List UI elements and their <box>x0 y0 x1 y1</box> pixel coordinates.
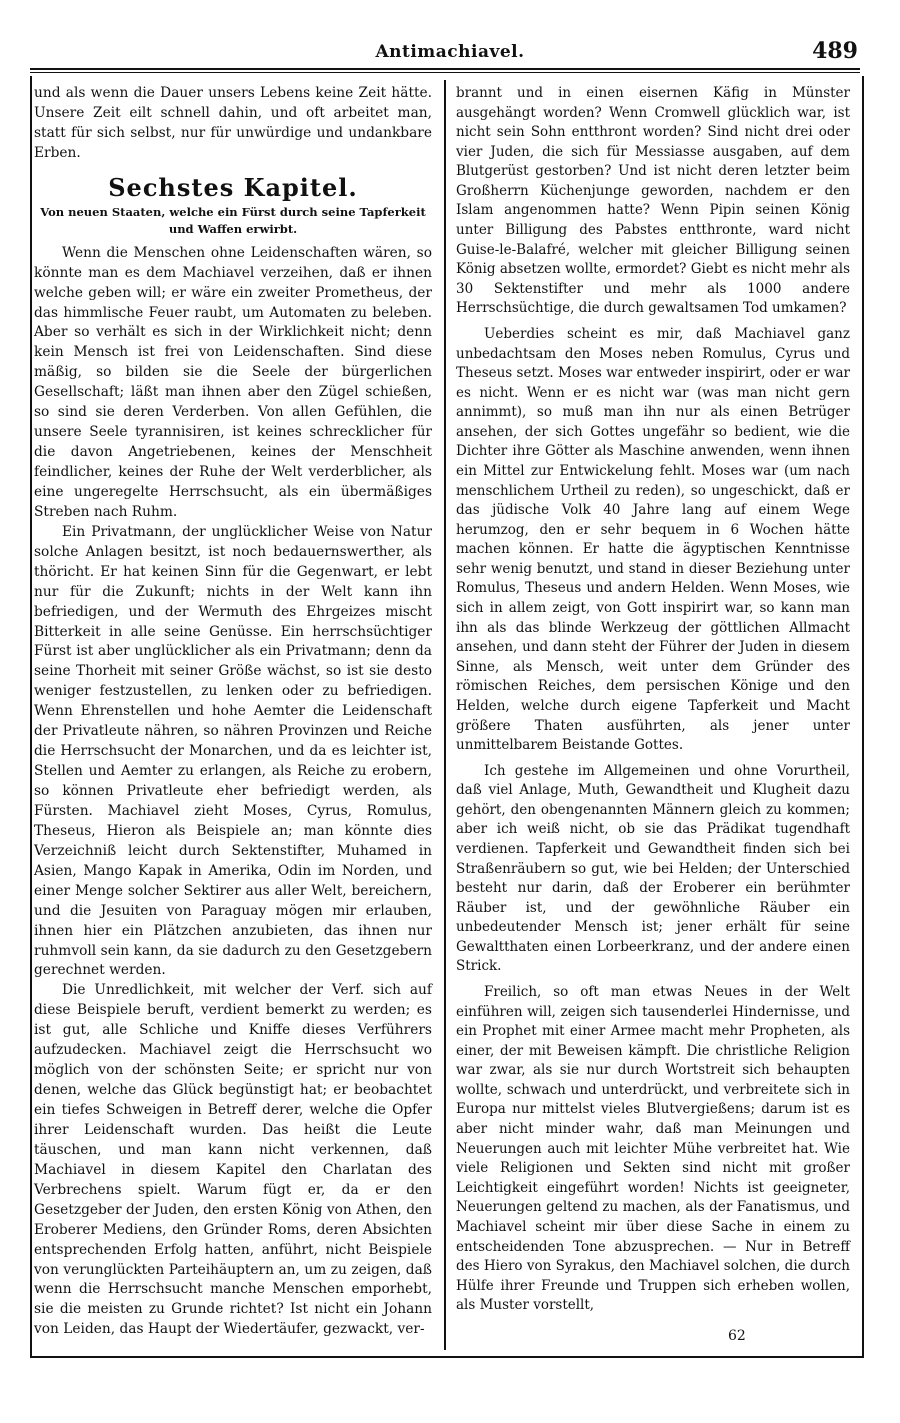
chapter-subtitle: Von neuen Staaten, welche ein Fürst durch seine Tapferkeit und Waffen erwirbt. <box>40 204 426 236</box>
body-paragraph: Ich gestehe im Allgemeinen und ohne Vorurtheil, daß viel Anlage, Muth, Gewandtheit und Klugheit dazu gehört, den obengenannten Männern gleich zu kommen; aber ich weiß nicht, ob sie das Prädikat tugendhaft verdienen. Tapferkeit und Gewandtheit finden sich bei Straßenräubern so gut, wie bei Helden; der Unterschied besteht nur darin, daß der Eroberer ein berühmter Räuber ist, und der gewöhnliche Räuber ein unbedeutender Mensch ist; jener erhält für seine Gewaltthaten einen Lorbeerkranz, und der andere einen Strick. <box>456 762 850 975</box>
left-column <box>34 84 432 1340</box>
body-paragraph: Freilich, so oft man etwas Neues in der Welt einführen will, zeigen sich tausenderlei Hindernisse, und ein Prophet mit einer Armee macht mehr Propheten, als einer, der mit Beweisen kämpft. Die christliche Religion war zwar, als sie nur durch Wortstreit sich behaupten wollte, schwach und unterdrückt, und verbreitete sich in Europa nur mittelst vieles Blutvergießens; darum ist es aber nicht minder wahr, daß man Meinungen und Neuerungen auch mit leichter Mühe verbreitet hat. Wie viele Religionen und Sekten sind nicht mit großer Leichtigkeit eingeführt worden! Nichts ist geeigneter, Neuerungen geltend zu machen, als der Fanatismus, und Machiavel scheint mir über diese Sache in einem zu entscheidenden Tone abzusprechen. — Nur in Betreff des Hiero von Syrakus, den Machiavel solchen, die durch Hülfe ihrer Freunde und Truppen sich erheben wollen, als Muster vorstellt, <box>456 984 850 1314</box>
chapter-title: Sechstes Kapitel. <box>108 172 358 202</box>
running-head: Antimachiavel. <box>375 42 525 62</box>
header-rule-thin <box>30 72 860 73</box>
body-paragraph: Die Unredlichkeit, mit welcher der Verf. sich auf diese Beispiele beruft, verdient bemerkt zu werden; es ist gut, alle Schliche und Kniffe dieses Verführers aufzudecken. Machiavel zeigt die Herrschsucht wo möglich von der schönsten Seite; er spricht nur von denen, welche das Glück begünstigt hat; er beobachtet ein tiefes Schweigen in Betreff derer, welche die Opfer ihrer Leidenschaft wurden. Das heißt die Leute täuschen, und man kann nicht verkennen, daß Machiavel in diesem Kapitel den Charlatan des Verbrechens spielt. Warum fügt er, da er den Gesetzgeber der Juden, den ersten König von Athen, den Eroberer Mediens, den Gründer Roms, deren Absichten entsprechenden Erfolg hatten, anführt, nicht Beispiele von verunglückten Parteihäuptern an, um zu zeigen, daß wenn die Herrschsucht manche Menschen emporhebt, sie die meisten zu Grunde richtet? Ist nicht ein Johann von Leiden, das Haupt der Wiedertäufer, gezwackt, ver- <box>34 982 432 1338</box>
body-paragraph: Wenn die Menschen ohne Leidenschaften wären, so könnte man es dem Machiavel verzeihen, daß er ihnen welche geben will; er wäre ein zweiter Prometheus, der das himmlische Feuer raubt, um Automaten zu beleben. Aber so verhält es sich in der Wirklichkeit nicht; denn kein Mensch ist frei von Leidenschaften. Sind diese mäßig, so bilden sie die Seele der bürgerlichen Gesellschaft; läßt man ihnen aber den Zügel schießen, so sind sie deren Verderben. Von allen Gefühlen, die unsere Seele tyrannisiren, ist keines schrecklicher für die davon Angetriebenen, keines der Menschheit feindlicher, keines der Ruhe der Welt verderblicher, als eine ungeregelte Herrschsucht, als ein übermäßiges Streben nach Ruhm. <box>34 244 432 520</box>
body-paragraph: Ueberdies scheint es mir, daß Machiavel ganz unbedachtsam den Moses neben Romulus, Cyrus und Theseus setzt. Moses war entweder inspirirt, oder er war es nicht. Wenn er es nicht war (was man nicht gern annimmt), so muß man ihn nur als einen Betrüger ansehen, der sich Gottes ungefähr so bedient, wie die Dichter ihre Götter als Maschine anwenden, wenn ihnen ein Mittel zur Entwickelung fehlt. Moses war (um nach menschlichem Urtheil zu reden), so ungeschickt, daß er das jüdische Volk 40 Jahre lang auf einem Wege herumzog, den er sehr bequem in 6 Wochen hätte machen können. Er hatte die ägyptischen Kenntnisse sehr wenig benutzt, und stand in dieser Beziehung unter Romulus, Theseus und andern Helden. Wenn Moses, wie sich in allem zeigt, von Gott inspirirt war, so kann man ihn als das blinde Werkzeug der göttlichen Allmacht ansehen, und dann steht der Führer der Juden in diesem Sinne, als Mensch, weit unter dem Gründer des römischen Reiches, dem persischen Könige und den Helden, welche durch eigene Tapferkeit und Macht größere Thaten ausführten, als jener unter unmittelbarem Beistande Gottes. <box>456 325 850 754</box>
right-column <box>456 84 850 1316</box>
sheet-signature: 62 <box>728 1328 746 1344</box>
column-divider <box>444 80 446 1350</box>
header-rule <box>30 68 860 70</box>
page-number: 489 <box>812 38 858 64</box>
opening-paragraph: und als wenn die Dauer unsers Lebens keine Zeit hätte. Unsere Zeit eilt schnell dahin, und oft arbeitet man, statt für sich selbst, nur für unwürdige und undankbare Erben. <box>34 85 432 161</box>
body-paragraph: brannt und in einen eisernen Käfig in Münster ausgehängt worden? Wenn Cromwell glücklich war, ist nicht sein Sohn entthront worden? Sind nicht drei oder vier Juden, die sich für Messiasse ausgaben, auf dem Blutgerüst gestorben? Und ist nicht deren letzter beim Großherrn Küchenjunge geworden, nachdem er den Islam angenommen hatte? Wenn Pipin seinen König unter Billigung des Pabstes entthronte, ward nicht Guise-le-Balafré, welcher mit gleicher Billigung seinen König absetzen wollte, ermordet? Giebt es nicht mehr als 30 Sektenstifter und mehr als 1000 andere Herrschsüchtige, die durch gewaltsamen Tod umkamen? <box>456 85 850 317</box>
body-paragraph: Ein Privatmann, der unglücklicher Weise von Natur solche Anlagen besitzt, ist noch bedauernswerther, als thöricht. Er hat keinen Sinn für die Gegenwart, er lebt nur für die Zukunft; nichts in der Welt kann ihn befriedigen, und der Wermuth des Ehrgeizes mischt Bitterkeit in alle seine Genüsse. Ein herrschsüchtiger Fürst ist aber unglücklicher als ein Privatmann; denn da seine Thorheit mit seiner Größe wächst, so ist sie desto weniger festzustellen, zu lenken oder zu befriedigen. Wenn Ehrenstellen und hohe Aemter die Leidenschaft der Privatleute nähren, so nähren Provinzen und Reiche die Herrschsucht der Monarchen, und da es leichter ist, Stellen und Aemter zu erlangen, als Reiche zu erobern, so können Privatleute eher befriedigt werden, als Fürsten. Machiavel zieht Moses, Cyrus, Romulus, Theseus, Hieron als Beispiele an; man könnte dies Verzeichniß leicht durch Sektenstifter, Muhamed in Asien, Mango Kapak in Amerika, Odin im Norden, und einer Menge solcher Sektirer aus aller Welt, bereichern, und die Jesuiten von Paraguay mögen mir erlauben, ihnen hier ein Plätzchen anzubieten, das ihnen nur ruhmvoll sein kann, da sie dadurch zu den Gesetzgebern gerechnet werden. <box>34 523 432 979</box>
